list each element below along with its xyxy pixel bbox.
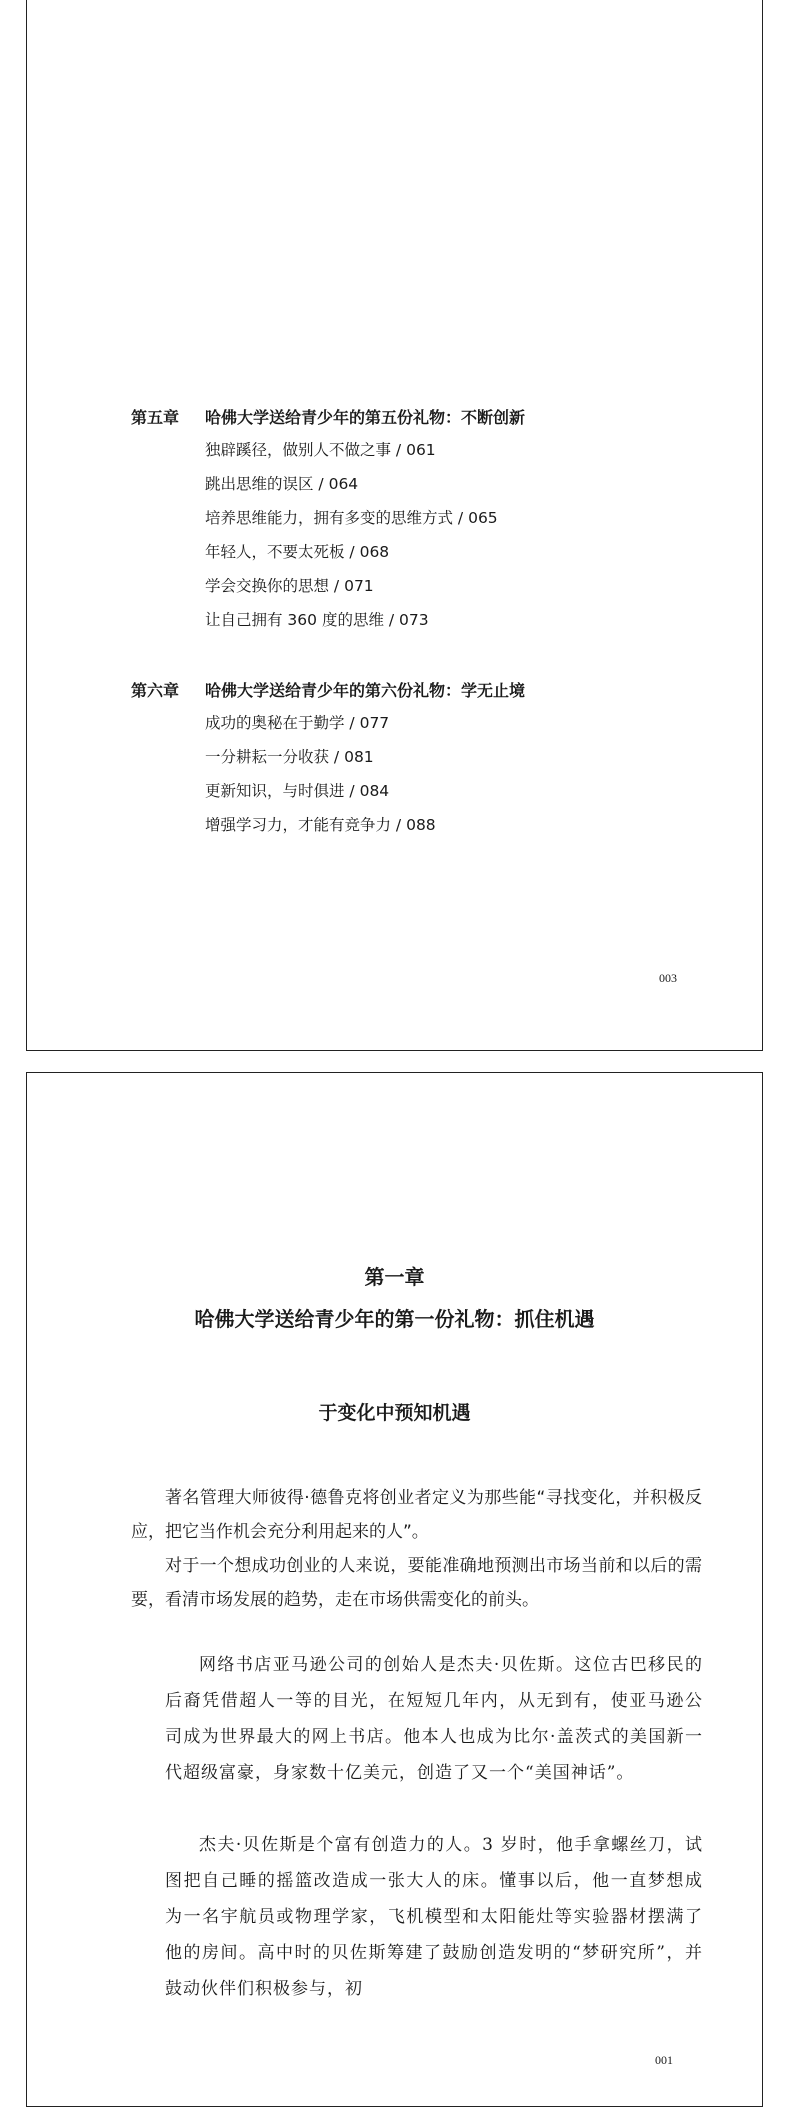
toc-entry[interactable]: 学会交换你的思想 / 071 [205,577,374,595]
paragraph: 网络书店亚马逊公司的创始人是杰夫·贝佐斯。这位古巴移民的后裔凭借超人一等的目光，在短短几年内，从无到有，使亚马逊公司成为世界最大的网上书店。他本人也成为比尔·盖茨式的美国新一代超级富豪，身家数十亿美元，创造了又一个“美国神话”。 [165,1655,703,1783]
chapter-number: 第五章 [131,408,180,427]
toc-entry[interactable]: 跳出思维的误区 / 064 [205,475,359,493]
page-number: 001 [655,2053,673,2067]
toc-entry[interactable]: 让自己拥有 360 度的思维 / 073 [205,611,429,629]
chapter-title: 哈佛大学送给青少年的第五份礼物：不断创新 [205,408,526,427]
toc-entry[interactable]: 成功的奥秘在于勤学 / 077 [205,714,390,732]
chapter-heading [131,678,525,701]
toc-entry[interactable]: 培养思维能力，拥有多变的思维方式 / 065 [205,509,498,527]
toc-entry[interactable]: 独辟蹊径，做别人不做之事 / 061 [205,441,436,459]
toc-entry[interactable]: 一分耕耘一分收获 / 081 [205,748,374,766]
content-page [26,1072,763,2107]
chapter-title: 哈佛大学送给青少年的第六份礼物：学无止境 [205,681,526,700]
paragraph: 著名管理大师彼得·德鲁克将创业者定义为那些能“寻找变化，并积极反应，把它当作机会充分利用起来的人”。 [131,1488,702,1542]
toc-entry[interactable]: 增强学习力，才能有竞争力 / 088 [205,816,436,834]
chapter-heading [131,405,525,428]
section-title: 于变化中预知机遇 [318,1402,471,1424]
chapter-title: 哈佛大学送给青少年的第一份礼物：抓住机遇 [194,1307,595,1331]
paragraph: 对于一个想成功创业的人来说，要能准确地预测出市场当前和以后的需要，看清市场发展的趋势，走在市场供需变化的前头。 [131,1556,702,1610]
toc-page [26,0,763,1051]
chapter-label: 第一章 [364,1265,425,1289]
page-number: 003 [659,971,677,985]
toc-entry[interactable]: 更新知识，与时俱进 / 084 [205,782,390,800]
paragraph: 杰夫·贝佐斯是个富有创造力的人。3 岁时，他手拿螺丝刀，试图把自己睡的摇篮改造成一张大人的床。懂事以后，他一直梦想成为一名宇航员或物理学家，飞机模型和太阳能灶等实验器材摆满了他的房间。高中时的贝佐斯筹建了鼓励创造发明的“梦研究所”，并鼓动伙伴们积极参与，初 [165,1835,703,1999]
toc-entry[interactable]: 年轻人，不要太死板 / 068 [205,543,390,561]
chapter-number: 第六章 [131,681,180,700]
